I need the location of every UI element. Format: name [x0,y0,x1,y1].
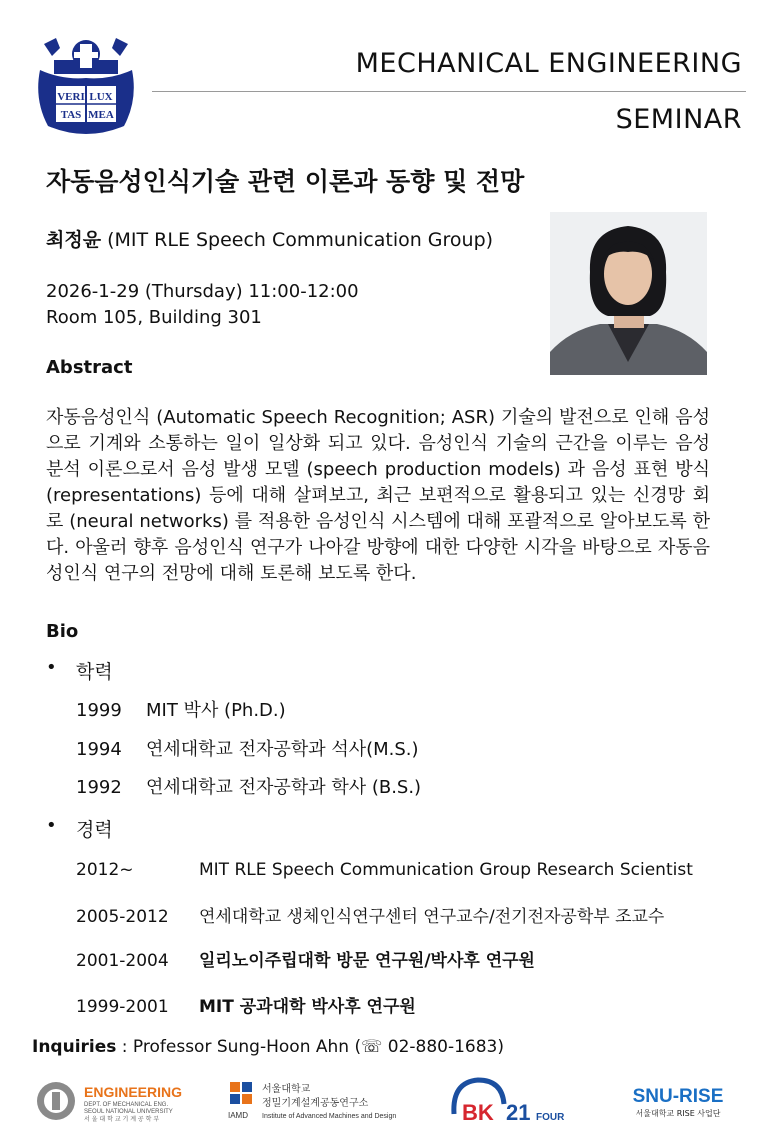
engineering-univ: SEOUL NATIONAL UNIVERSITY [84,1109,173,1115]
career-year: 2005-2012 [76,907,169,927]
bk-four: FOUR [536,1112,565,1123]
abstract-heading: Abstract [46,357,133,378]
career-desc: MIT RLE Speech Communication Group Research Scientist [199,860,693,880]
engineering-korean: 서 울 대 학 교 기 계 공 학 부 [84,1116,160,1122]
career-desc: MIT 공과대학 박사후 연구원 [199,997,416,1017]
snu-rise-title: SNU-RISE [632,1086,724,1107]
iamd-institute-english: Institute of Advanced Machines and Design [262,1113,397,1120]
inquiries [32,1037,504,1057]
logo-text-lux: LUX [89,91,113,103]
bio-heading: Bio [46,621,79,642]
iamd-institute-korean: 정밀기계설계공동연구소 [262,1098,369,1109]
inquiries-contact: : Professor Sung-Hoon Ahn (☏ 02-880-1683) [116,1037,504,1057]
logo-text-mea: MEA [88,109,114,121]
abstract-text: 자동음성인식 (Automatic Speech Recognition; ASR) 기술의 발전으로 인해 음성으로 기계와 소통하는 일이 일상화 되고 있다. 음성인식 기술의 근간을 이루는 음성 분석 이론으로서 음성 발생 모델 (speech production models) 과 음성 표현 방식 (representations) 등에 대해 살펴보고, 최근 보편적으로 활용되고 있는 신경망 회로 (neural networks) 를 적용한 음성인식 시스템에 대해 포괄적으로 알아보도록 한다. 아울러 향후 음성인식 연구가 나아갈 방향에 대한 다양한 시각을 바탕으로 자동음성인식 연구의 전망에 대해 토론해 보도록 한다. [46,407,710,584]
education-year: 1999 [76,700,122,721]
career-bullet: • [46,815,57,836]
engineering-dept: DEPT. OF MECHANICAL ENG. [84,1102,169,1108]
header-seminar: SEMINAR [615,104,742,135]
career-desc: 연세대학교 생체인식연구센터 연구교수/전기전자공학부 조교수 [199,907,665,927]
career-desc: 일리노이주립대학 방문 연구원/박사후 연구원 [199,951,535,971]
engineering-logo [36,1080,198,1122]
snu-rise-subtitle: 서울대학교 RISE 사업단 [635,1109,721,1118]
iamd-abbr: IAMD [228,1111,248,1120]
career-item [76,860,693,880]
education-year: 1994 [76,739,122,760]
education-bullet: • [46,657,57,678]
education-label: 학력 [76,661,113,683]
education-item [76,696,286,722]
education-year: 1992 [76,777,122,798]
career-item [76,946,535,971]
bk21-logo [448,1074,578,1124]
career-year: 2001-2004 [76,951,169,971]
iamd-univ: 서울대학교 [262,1084,311,1095]
education-desc: 연세대학교 전자공학과 석사(M.S.) [146,739,419,760]
header-department: MECHANICAL ENGINEERING [355,48,742,79]
iamd-logo [228,1080,418,1122]
career-label: 경력 [76,819,113,841]
career-item [76,902,664,927]
bk-number: 21 [506,1100,531,1124]
education-item [76,735,419,761]
education-desc: 연세대학교 전자공학과 학사 (B.S.) [146,777,422,798]
logo-text-tas: TAS [60,109,82,121]
speaker-name: 최정윤 [46,229,102,251]
career-item [76,992,416,1017]
inquiries-label: Inquiries [32,1037,117,1057]
snu-rise-logo [622,1080,734,1122]
speaker [46,225,493,252]
engineering-title: ENGINEERING [84,1084,183,1100]
bk-text: BK [462,1100,494,1124]
speaker-affiliation: (MIT RLE Speech Communication Group) [101,229,494,251]
seminar-date: 2026-1-29 (Thursday) 11:00-12:00 [46,281,359,302]
career-year: 2012~ [76,860,134,880]
seminar-room: Room 105, Building 301 [46,307,262,328]
seminar-title: 자동음성인식기술 관련 이론과 동향 및 전망 [46,167,525,196]
career-year: 1999-2001 [76,997,169,1017]
header-divider [152,91,746,92]
logo-text-veri: VERI [57,91,85,103]
education-item [76,773,421,799]
speaker-photo [550,212,707,375]
snu-logo [30,30,142,142]
education-desc: MIT 박사 (Ph.D.) [146,700,286,721]
